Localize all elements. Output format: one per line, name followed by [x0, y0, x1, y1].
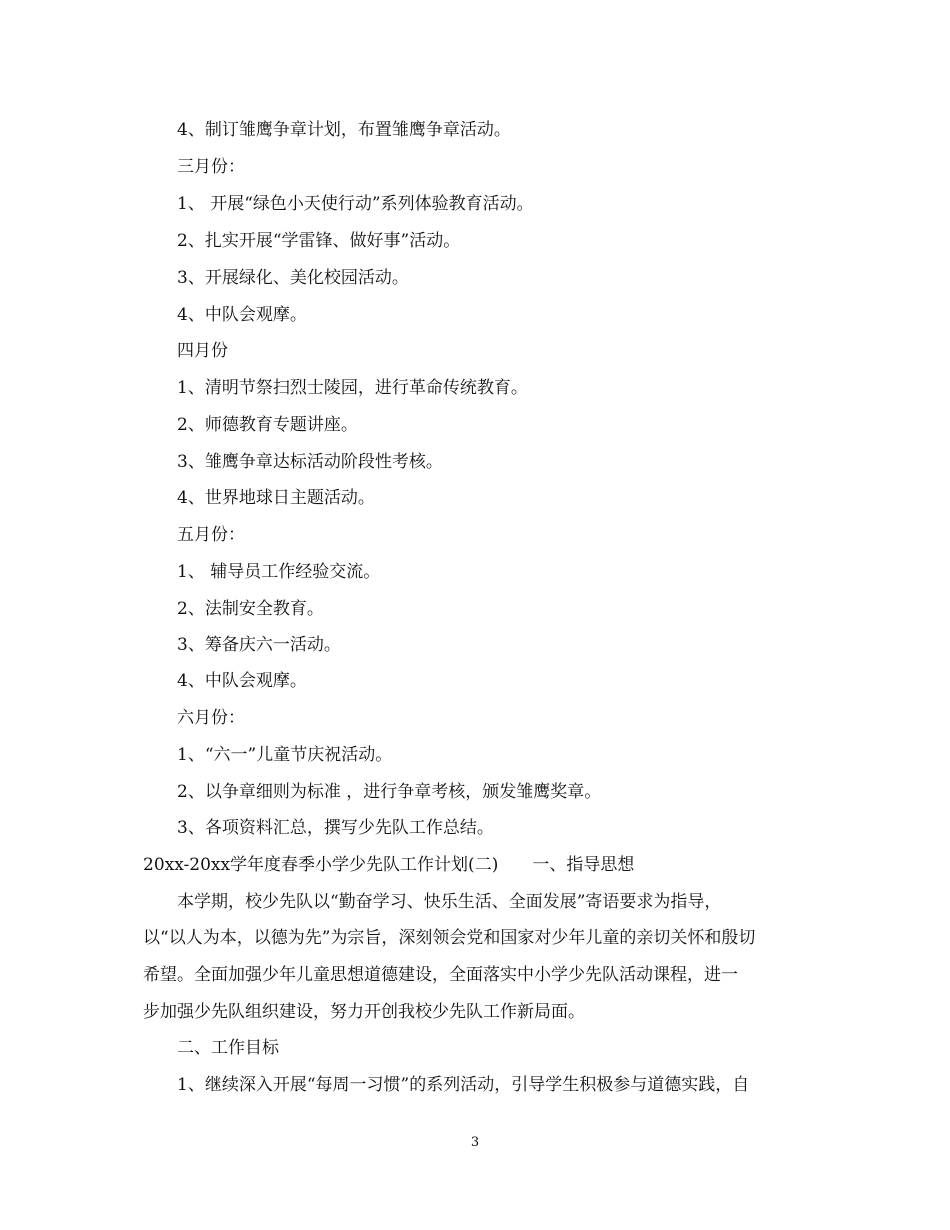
paragraph-line: 本学期，校少先队以“勤奋学习、快乐生活、全面发展”寄语要求为指导， [177, 892, 722, 912]
month-heading: 六月份： [177, 708, 245, 728]
text-line: 2、法制安全教育。 [177, 599, 324, 619]
text-line: 4、世界地球日主题活动。 [177, 488, 375, 508]
text-line: 3、各项资料汇总，撰写少先队工作总结。 [177, 818, 494, 838]
page-number: 3 [470, 1135, 480, 1150]
text-line: 3、雏鹰争章达标活动阶段性考核。 [177, 452, 443, 472]
text-line: 1、“六一”儿童节庆祝活动。 [177, 745, 393, 765]
text-line: 3、开展绿化、美化校园活动。 [177, 268, 409, 288]
text-line: 4、制订雏鹰争章计划，布置雏鹰争章活动。 [177, 120, 511, 140]
month-heading: 三月份： [177, 157, 245, 177]
text-line: 1、 辅导员工作经验交流。 [177, 562, 381, 582]
text-line: 4、中队会观摩。 [177, 305, 307, 325]
paragraph-line: 1、继续深入开展“每周一习惯”的系列活动，引导学生积极参与道德实践，自 [177, 1075, 750, 1095]
text-line: 2、扎实开展“学雷锋、做好事”活动。 [177, 231, 461, 251]
text-line: 1、 开展“绿色小天使行动”系列体验教育活动。 [177, 194, 534, 214]
text-line: 2、师德教育专题讲座。 [177, 415, 358, 435]
paragraph-line: 以“以人为本，以德为先”为宗旨，深刻领会党和国家对少年儿童的亲切关怀和殷切 [143, 928, 756, 948]
month-heading: 五月份： [177, 525, 245, 545]
paragraph-line: 希望。全面加强少年儿童思想道德建设，全面落实中小学少先队活动课程，进一 [143, 965, 738, 985]
text-line: 2、以争章细则为标准 ，进行争章考核，颁发雏鹰奖章。 [177, 782, 602, 802]
section-heading: 二、工作目标 [177, 1038, 279, 1058]
text-line: 4、中队会观摩。 [177, 671, 307, 691]
text-line: 3、筹备庆六一活动。 [177, 635, 341, 655]
text-line: 1、清明节祭扫烈士陵园，进行革命传统教育。 [177, 378, 528, 398]
paragraph-line: 步加强少先队组织建设，努力开创我校少先队工作新局面。 [143, 1002, 585, 1022]
month-heading: 四月份 [177, 341, 228, 361]
section-title: 20xx-20xx学年度春季小学少先队工作计划(二) 一、指导思想 [143, 855, 635, 875]
